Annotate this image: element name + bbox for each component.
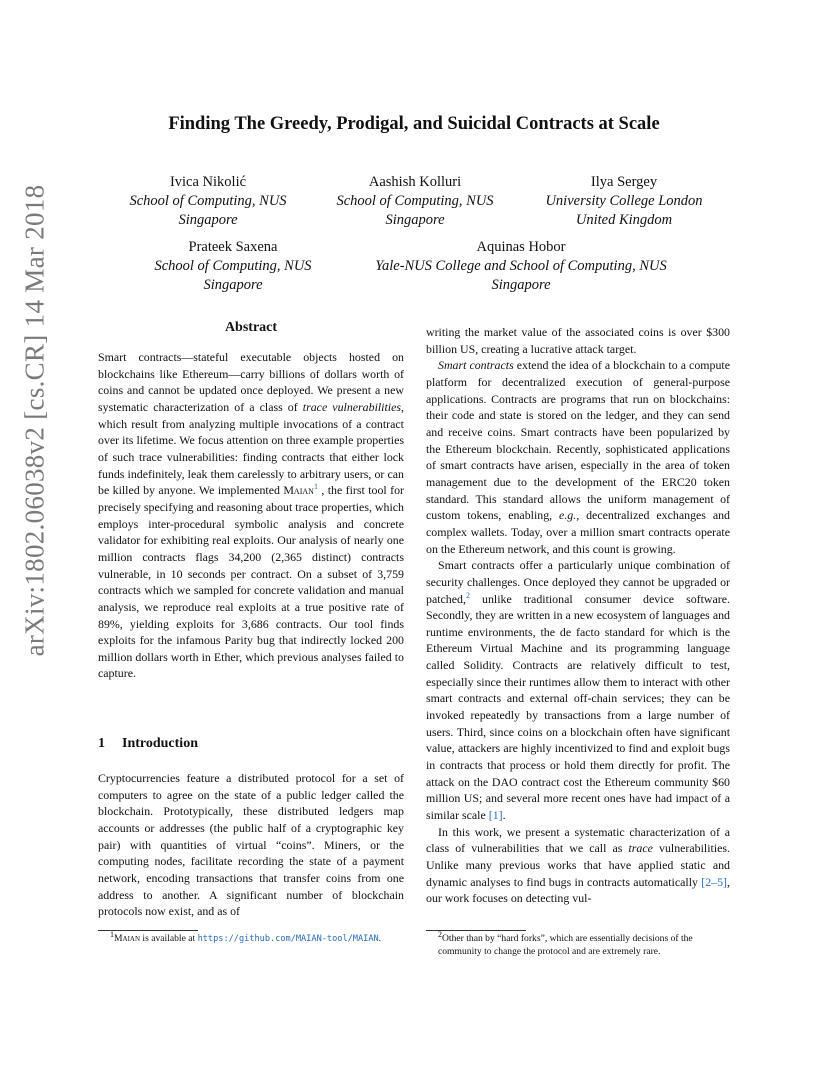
footnote-ref[interactable]: 2 — [465, 590, 470, 600]
author-affiliation: University College London — [545, 193, 703, 209]
tool-name: Maian — [114, 933, 141, 944]
author-name: Aashish Kolluri — [368, 174, 462, 190]
footnote-mark: 2 — [438, 929, 442, 939]
author-location: United Kingdom — [575, 212, 673, 228]
paper-title: Finding The Greedy, Prodigal, and Suicidal Contracts at Scale — [168, 114, 660, 134]
abstract-body — [98, 349, 404, 682]
emphasis: e.g. — [559, 508, 577, 523]
footnote-mark: 1 — [110, 929, 114, 939]
author-affiliation: School of Computing, NUS — [129, 193, 287, 209]
citation-link[interactable]: [2–5] — [701, 874, 728, 889]
author-location: Singapore — [203, 277, 263, 293]
author-location: Singapore — [491, 277, 551, 293]
footnote-2: $^2$Other than by “hard forks”, which are essentially decisions of the community to change the protocol and are extremely rare. — [438, 929, 693, 957]
author-block-5 — [350, 238, 692, 295]
emphasis: trace — [628, 841, 653, 856]
author-affiliation: Yale-NUS College and School of Computing, NUS — [375, 258, 667, 274]
section-number: 1 — [98, 736, 105, 751]
author-affiliation: School of Computing, NUS — [336, 193, 494, 209]
intro-paragraph: writing the market value of the associated coins is over $300 billion US, creating a lucrative attack target. — [426, 325, 730, 356]
author-location: Singapore — [178, 212, 238, 228]
author-name: Prateek Saxena — [188, 239, 278, 255]
author-name: Aquinas Hobor — [476, 239, 566, 255]
author-block-2 — [315, 173, 515, 230]
author-affiliation: School of Computing, NUS — [154, 258, 312, 274]
tool-name: Maian — [283, 483, 314, 498]
author-name: Ilya Sergey — [590, 174, 658, 190]
section-title: Introduction — [122, 736, 198, 751]
introduction-right-column — [426, 324, 730, 907]
emphasis: trace vulnerabilities — [302, 399, 401, 414]
intro-paragraph: Cryptocurrencies feature a distributed protocol for a set of computers to agree on the state of a public ledger called the blockchain. Prototypically, these distributed ledgers map accounts or addresses (the public half of a cryptographic key pair) with quantities of virtual “coins”. Miners, or the computing nodes, facilitate recording the state of a payment network, encoding transactions that transfer coins from one address to another. A significant number of blockchain protocols now exist, and as of — [98, 771, 404, 919]
intro-paragraph: Smart contracts offer a particularly unique combination of security challenges. Once deployed they cannot be upgraded or patched,$^2$ unlike traditional consumer device software. Secondly, they are written in a new ecosystem of languages and runtime environments, the de facto standard for which is the Ethereum Virtual Machine and its programming language called Solidity. Contracts are relatively difficult to test, especially since their runtimes allow them to interact with other smart contracts and external off-chain services; they can be invoked repeatedly by transactions from a large number of users. Third, since coins on a blockchain often have significant value, attackers are highly incentivized to find and exploit bugs in contracts that process or hold them directly for profit. The attack on the DAO contract cost the Ethereum community $60 million US; and several more recent ones have had impact of a similar scale [1]. — [426, 558, 730, 823]
repo-link[interactable]: https://github.com/MAIAN-tool/MAIAN — [197, 934, 379, 944]
author-block-4 — [130, 238, 336, 295]
abstract-heading: Abstract — [224, 320, 278, 335]
arxiv-id-text: arXiv:1802.06038v2 [cs.CR] 14 Mar 2018 — [19, 184, 50, 656]
introduction-left-column — [98, 770, 404, 920]
arxiv-identifier-stamp — [12, 150, 58, 690]
footnote-1: $^1$Maian is available at https://github.com/MAIAN-tool/MAIAN. — [110, 929, 382, 944]
section-heading-introduction — [98, 736, 198, 752]
intro-paragraph: In this work, we present a systematic characterization of a class of vulnerabilities that we call as trace vulnerabilities. Unlike many previous works that have applied static and dynamic analyses to find bugs in contracts automatically [2–5], our work focuses on detecting vul- — [426, 824, 730, 906]
emphasis: Smart contracts — [438, 358, 514, 373]
author-block-3 — [522, 173, 726, 230]
citation-link[interactable]: [1] — [488, 808, 503, 823]
abstract-paragraph: Smart contracts—stateful executable objects hosted on blockchains like Ethereum—carry billions of dollars worth of coins and cannot be updated once deployed. We present a new systematic characterization of a class of trace vulnerabilities, which result from analyzing multiple invocations of a contract over its lifetime. We focus attention on three example properties of such trace vulnerabilities: finding contracts that either lock funds indefinitely, leak them carelessly to arbitrary users, or can be killed by anyone. We implemented Maian$^1$ , the first tool for precisely specifying and reasoning about trace properties, which employs inter-procedural symbolic analysis and concrete validator for exhibiting real exploits. Our analysis of nearly one million contracts flags 34,200 (2,365 distinct) contracts vulnerable, in 10 seconds per contract. On a subset of 3,759 contracts which we sampled for concrete validation and manual analysis, we reproduce real exploits at a true positive rate of 89%, yielding exploits for 3,686 contracts. Our tool finds exploits for the infamous Parity bug that indirectly locked 200 million dollars worth in Ether, which previous analyses failed to capture. — [98, 350, 404, 681]
author-location: Singapore — [385, 212, 445, 228]
intro-paragraph: Smart contracts extend the idea of a blockchain to a compute platform for decentralized execution of general-purpose applications. Contracts are programs that run on blockchains: their code and state is stored on the ledger, and they can send and receive coins. Smart contracts have been popularized by the Ethereum blockchain. Recently, sophisticated applications of smart contracts have arisen, especially in the area of token management due to the development of the ERC20 token standard. This standard allows the uniform management of custom tokens, enabling, e.g., decentralized exchanges and complex wallets. Today, over a million smart contracts operate on the Ethereum network, and this count is growing. — [426, 358, 731, 556]
author-name: Ivica Nikolić — [169, 174, 247, 190]
footnote-ref[interactable]: 1 — [313, 482, 318, 492]
author-block-1 — [108, 173, 308, 230]
